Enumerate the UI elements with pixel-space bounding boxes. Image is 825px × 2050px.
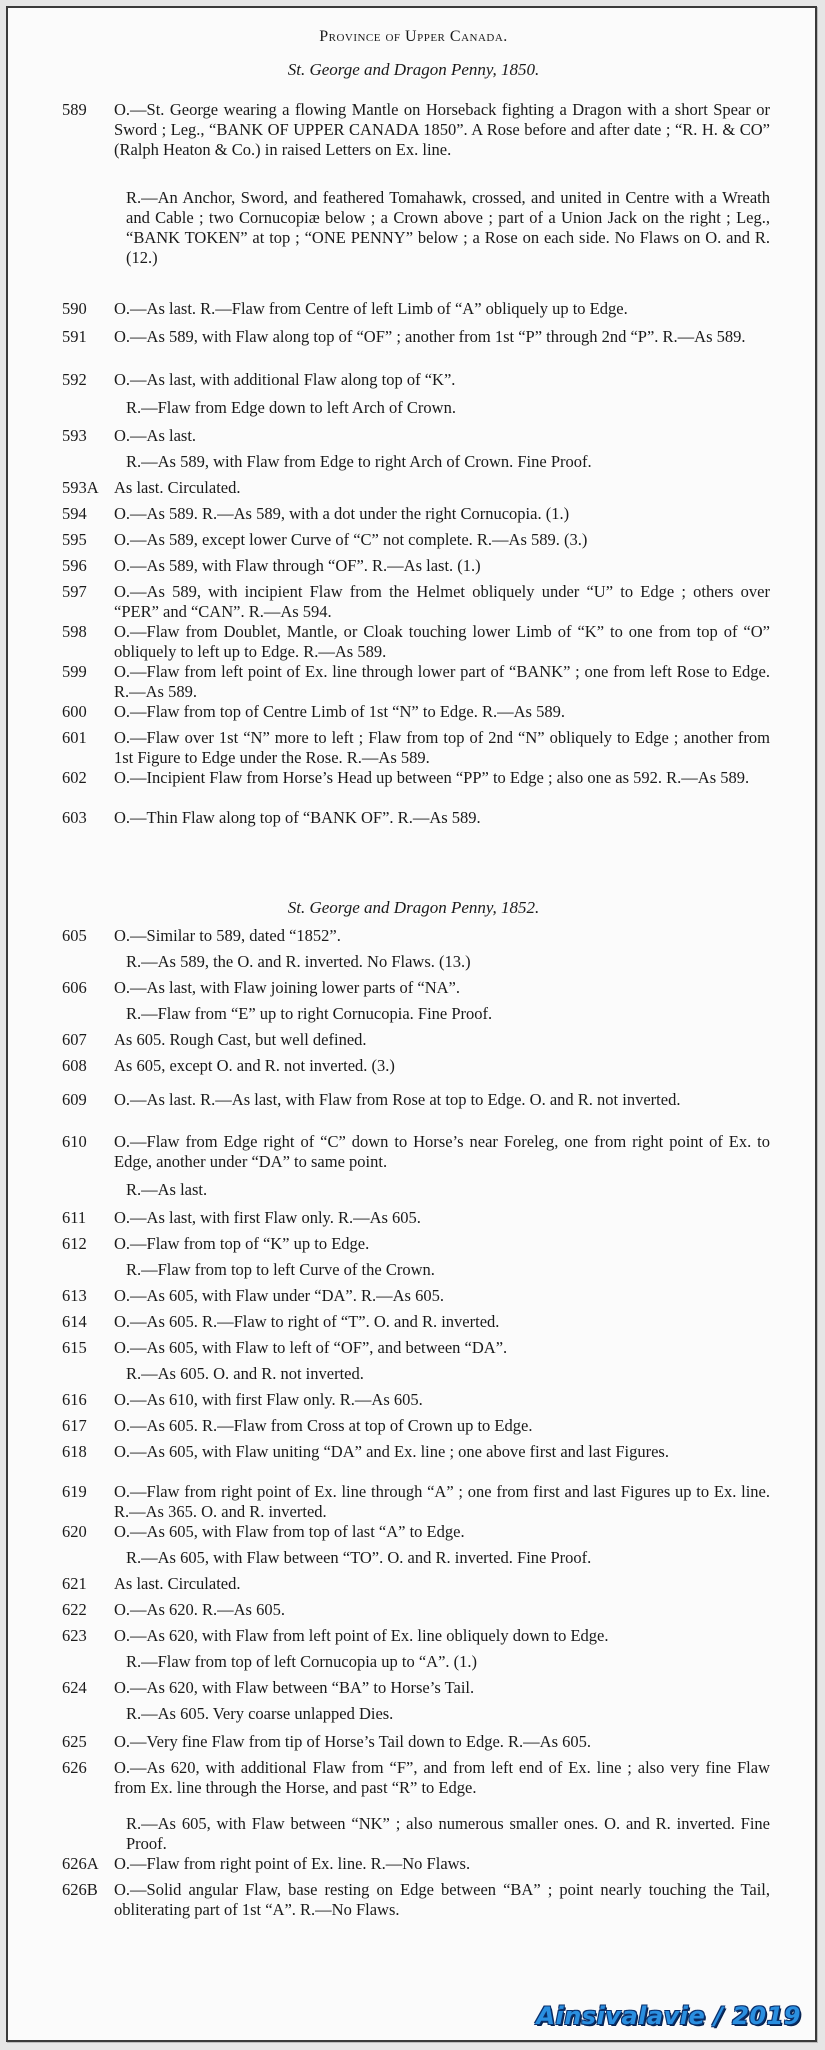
entry-number: 625 — [62, 1732, 87, 1751]
entry-number: 605 — [62, 926, 87, 945]
entry-description: R.—Flaw from “E” up to right Cornucopia. Fine Proof. — [126, 1004, 493, 1023]
entry-description: As last. Circulated. — [114, 1574, 241, 1593]
entry-description: R.—Flaw from top of left Cornucopia up to “A”. (1.) — [126, 1652, 478, 1671]
entry-number: 591 — [62, 327, 87, 346]
entry-number: 611 — [62, 1208, 87, 1227]
entry-number: 616 — [62, 1390, 87, 1409]
entry-description: O.—St. George wearing a flowing Mantle on Horseback fighting a Dragon with a short Spear or Sword ; Leg., “BANK OF UPPER CANADA 1850”. A Rose before and after date ; “R. H. & CO” (Ralph Heaton & Co.) in raised Letters on Ex. line. — [114, 100, 770, 159]
entry-description: O.—Flaw from top of Centre Limb of 1st “N” to Edge. R.—As 589. — [114, 702, 565, 721]
entry-description: O.—As 605. R.—Flaw to right of “T”. O. and R. inverted. — [114, 1312, 500, 1331]
entry-description: R.—An Anchor, Sword, and feathered Tomahawk, crossed, and united in Centre with a Wreath and Cable ; two Cornucopiæ below ; a Crown above ; part of a Union Jack on the right ; Leg., “BANK TOKEN” at top ; “ONE PENNY” below ; a Rose on each side. No Flaws on O. and R. (12.) — [126, 188, 770, 267]
entry-description: As last. Circulated. — [114, 478, 241, 497]
entry-description: O.—As 605, with Flaw from top of last “A” to Edge. — [114, 1522, 465, 1541]
entry-description: O.—As 620, with additional Flaw from “F”, and from left end of Ex. line ; also very fine Flaw from Ex. line through the Horse, and past “R” to Edge. — [114, 1758, 770, 1797]
entry-description: O.—Flaw from Doublet, Mantle, or Cloak touching lower Limb of “K” to one from top of “O” obliquely to left up to Edge. R.—As 589. — [114, 622, 770, 661]
entry-number: 619 — [62, 1482, 87, 1501]
entry-number: 626 — [62, 1758, 87, 1777]
entry-number: 593 — [62, 426, 87, 445]
entry-description: O.—As 605, with Flaw under “DA”. R.—As 605. — [114, 1286, 444, 1305]
entry-description: O.—As 605, with Flaw uniting “DA” and Ex. line ; one above first and last Figures. — [114, 1442, 669, 1461]
entry-number: 599 — [62, 662, 87, 681]
entry-description: O.—As last. R.—Flaw from Centre of left Limb of “A” obliquely up to Edge. — [114, 299, 628, 318]
entry-number: 606 — [62, 978, 87, 997]
entry-description: O.—Flaw from right point of Ex. line through “A” ; one from first and last Figures up to Ex. line. R.—As 365. O. and R. inverted. — [114, 1482, 770, 1521]
entry-description: O.—As last, with first Flaw only. R.—As 605. — [114, 1208, 421, 1227]
document-frame — [6, 6, 817, 2042]
entry-description: O.—Flaw from left point of Ex. line through lower part of “BANK” ; one from left Rose to Edge. R.—As 589. — [114, 662, 770, 701]
catalogue-page — [8, 8, 819, 2044]
entry-number: 623 — [62, 1626, 87, 1645]
entry-description: O.—As 605, with Flaw to left of “OF”, and between “DA”. — [114, 1338, 508, 1357]
entry-number: 624 — [62, 1678, 87, 1697]
entry-description: O.—As last. — [114, 426, 197, 445]
entry-description: R.—As 589, the O. and R. inverted. No Flaws. (13.) — [126, 952, 471, 971]
entry-description: O.—Flaw from Edge right of “C” down to Horse’s near Foreleg, one from right point of Ex. to Edge, another under “DA” to same point. — [114, 1132, 770, 1171]
entry-number: 626A — [62, 1854, 99, 1873]
entry-description: O.—Flaw from right point of Ex. line. R.—No Flaws. — [114, 1854, 471, 1873]
entry-description: O.—As 589, with incipient Flaw from the Helmet obliquely under “U” to Edge ; others over “PER” and “CAN”. R.—As 594. — [114, 582, 770, 621]
entry-number: 597 — [62, 582, 87, 601]
entry-number: 592 — [62, 370, 87, 389]
watermark: Ainsivalavie / 2019 — [536, 2002, 801, 2030]
entry-number: 589 — [62, 100, 87, 119]
entry-description: O.—Thin Flaw along top of “BANK OF”. R.—As 589. — [114, 808, 481, 827]
entry-number: 614 — [62, 1312, 87, 1331]
entry-description: R.—As 605. O. and R. not inverted. — [126, 1364, 364, 1383]
entry-description: O.—Flaw over 1st “N” more to left ; Flaw from top of 2nd “N” obliquely to Edge ; another from 1st Figure to Edge under the Rose. R.—As 589. — [114, 728, 770, 767]
entry-description: O.—Flaw from top of “K” up to Edge. — [114, 1234, 370, 1253]
entry-number: 598 — [62, 622, 87, 641]
entry-number: 602 — [62, 768, 87, 787]
entry-number: 590 — [62, 299, 87, 318]
entry-number: 621 — [62, 1574, 87, 1593]
entry-number: 620 — [62, 1522, 87, 1541]
entry-description: O.—As 620, with Flaw from left point of Ex. line obliquely down to Edge. — [114, 1626, 609, 1645]
entry-description: R.—Flaw from Edge down to left Arch of Crown. — [126, 398, 456, 417]
entry-description: As 605. Rough Cast, but well defined. — [114, 1030, 367, 1049]
entry-number: 617 — [62, 1416, 87, 1435]
entry-description: O.—As 589, except lower Curve of “C” not complete. R.—As 589. (3.) — [114, 530, 588, 549]
entry-number: 610 — [62, 1132, 87, 1151]
entry-description: R.—As 589, with Flaw from Edge to right Arch of Crown. Fine Proof. — [126, 452, 592, 471]
entry-description: O.—As 589, with Flaw through “OF”. R.—As last. (1.) — [114, 556, 481, 575]
section-title-1850: St. George and Dragon Penny, 1850. — [287, 60, 540, 79]
entry-number: 596 — [62, 556, 87, 575]
entry-number: 609 — [62, 1090, 87, 1109]
entry-number: 594 — [62, 504, 87, 523]
entry-description: O.—Incipient Flaw from Horse’s Head up between “PP” to Edge ; also one as 592. R.—As 589. — [114, 768, 750, 787]
entry-description: O.—Solid angular Flaw, base resting on Edge between “BA” ; point nearly touching the Tail, obliterating part of 1st “A”. R.—No Flaws. — [114, 1880, 770, 1919]
entry-description: O.—As 589, with Flaw along top of “OF” ; another from 1st “P” through 2nd “P”. R.—As 589. — [114, 327, 746, 346]
entry-description: R.—As 605. Very coarse unlapped Dies. — [126, 1704, 394, 1723]
entry-description: R.—As 605, with Flaw between “NK” ; also numerous smaller ones. O. and R. inverted. Fine Proof. — [126, 1814, 770, 1853]
entry-number: 608 — [62, 1056, 87, 1075]
entry-description: R.—As 605, with Flaw between “TO”. O. and R. inverted. Fine Proof. — [126, 1548, 592, 1567]
section-title-1852: St. George and Dragon Penny, 1852. — [287, 898, 540, 917]
entry-description: O.—As 589. R.—As 589, with a dot under the right Cornucopia. (1.) — [114, 504, 570, 523]
entry-description: O.—As last, with Flaw joining lower parts of “NA”. — [114, 978, 460, 997]
entry-description: O.—As 610, with first Flaw only. R.—As 605. — [114, 1390, 423, 1409]
entry-number: 615 — [62, 1338, 87, 1357]
entry-number: 613 — [62, 1286, 87, 1305]
entry-number: 626B — [62, 1880, 98, 1899]
entry-description: O.—As last. R.—As last, with Flaw from Rose at top to Edge. O. and R. not inverted. — [114, 1090, 681, 1109]
entry-number: 600 — [62, 702, 87, 721]
entry-number: 618 — [62, 1442, 87, 1461]
running-head: Province of Upper Canada. — [319, 28, 508, 45]
entry-description: O.—As 605. R.—Flaw from Cross at top of Crown up to Edge. — [114, 1416, 533, 1435]
entry-description: O.—As 620. R.—As 605. — [114, 1600, 285, 1619]
entry-number: 607 — [62, 1030, 87, 1049]
entry-description: O.—Similar to 589, dated “1852”. — [114, 926, 341, 945]
entry-number: 622 — [62, 1600, 87, 1619]
entry-number: 601 — [62, 728, 87, 747]
entry-description: As 605, except O. and R. not inverted. (3.) — [114, 1056, 395, 1075]
entry-description: R.—Flaw from top to left Curve of the Crown. — [126, 1260, 435, 1279]
entry-number: 612 — [62, 1234, 87, 1253]
entry-description: O.—Very fine Flaw from tip of Horse’s Tail down to Edge. R.—As 605. — [114, 1732, 591, 1751]
entry-number: 603 — [62, 808, 87, 827]
entry-number: 595 — [62, 530, 87, 549]
entry-description: O.—As last, with additional Flaw along top of “K”. — [114, 370, 456, 389]
entry-description: O.—As 620, with Flaw between “BA” to Horse’s Tail. — [114, 1678, 475, 1697]
entry-description: R.—As last. — [126, 1180, 208, 1199]
entry-number: 593A — [62, 478, 99, 497]
